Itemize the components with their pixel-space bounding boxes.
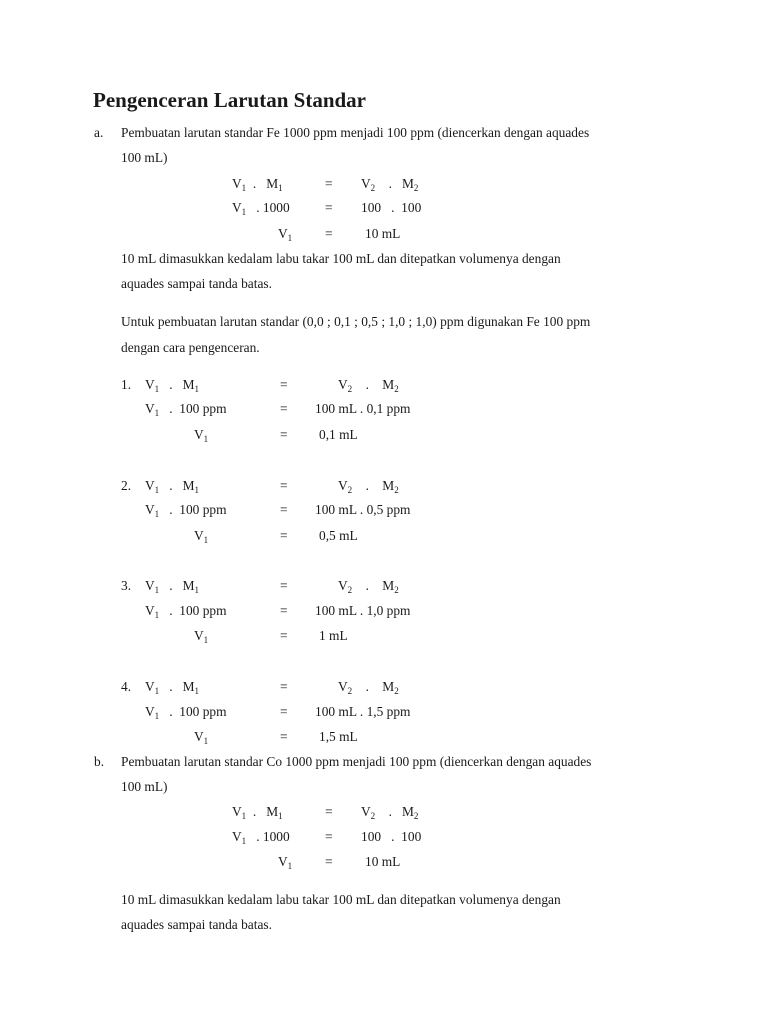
item-2-number: 2. xyxy=(121,478,132,493)
section-b-note2: aquades sampai tanda batas. xyxy=(121,917,272,932)
item-2-r3-rhs: 0,5 mL xyxy=(319,528,358,543)
eq-b-r3-rhs: 10 mL xyxy=(365,854,401,869)
eq-a-r3-eq: = xyxy=(325,226,333,241)
item-1-r2-rhs: 100 mL . 0,1 ppm xyxy=(315,401,411,416)
eq-a-r3-lhs: $V_1$ xyxy=(278,226,293,243)
eq-a-r2-rhs: 100 . 100 xyxy=(361,200,422,215)
eq-a-r1-rhs: $V_2$ . $M_2$ xyxy=(361,176,419,193)
section-b-line1: Pembuatan larutan standar Co 1000 ppm menjadi 100 ppm (diencerkan dengan aquades xyxy=(121,754,592,769)
item-2-r1-rhs: $V_2$ . $M_2$ xyxy=(338,478,399,495)
item-4-r3-eq: = xyxy=(280,729,288,744)
item-2-r1-lhs: $V_1$ . $M_1$ xyxy=(145,478,200,495)
eq-a-r1-eq: = xyxy=(325,176,333,191)
section-a-marker: a. xyxy=(94,125,104,140)
item-4-number: 4. xyxy=(121,679,132,694)
item-2-r2-rhs: 100 mL . 0,5 ppm xyxy=(315,502,411,517)
item-2-r2-eq: = xyxy=(280,502,288,517)
item-4-r1-eq: = xyxy=(280,679,288,694)
item-2-r2-lhs: $V_1$ . 100 ppm xyxy=(145,502,227,519)
item-4-r2-rhs: 100 mL . 1,5 ppm xyxy=(315,704,411,719)
page-title: Pengenceran Larutan Standar xyxy=(93,88,366,112)
item-4-r3-lhs: $V_1$ xyxy=(194,729,209,746)
eq-b-r1-lhs: $V_1$ . $M_1$ xyxy=(232,804,283,821)
section-a-para1: Untuk pembuatan larutan standar (0,0 ; 0,1 ; 0,5 ; 1,0 ; 1,0) ppm digunakan Fe 100 ppm xyxy=(121,314,591,329)
section-b-line2: 100 mL) xyxy=(121,779,168,794)
item-3-r3-eq: = xyxy=(280,628,288,643)
item-1-number: 1. xyxy=(121,377,132,392)
eq-b-r1-eq: = xyxy=(325,804,333,819)
item-4-r2-eq: = xyxy=(280,704,288,719)
section-b-marker: b. xyxy=(94,754,105,769)
item-3-r1-lhs: $V_1$ . $M_1$ xyxy=(145,578,200,595)
eq-b-r2-lhs: $V_1$ . 1000 xyxy=(232,829,290,846)
section-a-note2: aquades sampai tanda batas. xyxy=(121,276,272,291)
eq-b-r1-rhs: $V_2$ . $M_2$ xyxy=(361,804,419,821)
item-3-r3-lhs: $V_1$ xyxy=(194,628,209,645)
item-1-r3-lhs: $V_1$ xyxy=(194,427,209,444)
item-1-r1-rhs: $V_2$ . $M_2$ xyxy=(338,377,399,394)
eq-a-r2-lhs: $V_1$ . 1000 xyxy=(232,200,290,217)
item-1-r3-rhs: 0,1 mL xyxy=(319,427,358,442)
section-a-line1: Pembuatan larutan standar Fe 1000 ppm menjadi 100 ppm (diencerkan dengan aquades xyxy=(121,125,590,140)
item-3-r1-rhs: $V_2$ . $M_2$ xyxy=(338,578,399,595)
item-1-r3-eq: = xyxy=(280,427,288,442)
item-1-r2-eq: = xyxy=(280,401,288,416)
section-a-line2: 100 mL) xyxy=(121,150,168,165)
item-4-r1-lhs: $V_1$ . $M_1$ xyxy=(145,679,200,696)
eq-b-r3-eq: = xyxy=(325,854,333,869)
eq-a-r3-rhs: 10 mL xyxy=(365,226,401,241)
eq-b-r3-lhs: $V_1$ xyxy=(278,854,293,871)
eq-a-r2-eq: = xyxy=(325,200,333,215)
eq-a-r1-lhs: $V_1$ . $M_1$ xyxy=(232,176,283,193)
item-4-r3-rhs: 1,5 mL xyxy=(319,729,358,744)
item-3-r2-lhs: $V_1$ . 100 ppm xyxy=(145,603,227,620)
item-1-r1-eq: = xyxy=(280,377,288,392)
item-1-r1-lhs: $V_1$ . $M_1$ xyxy=(145,377,200,394)
item-2-r3-eq: = xyxy=(280,528,288,543)
section-a-para2: dengan cara pengenceran. xyxy=(121,340,260,355)
item-3-number: 3. xyxy=(121,578,132,593)
eq-b-r2-eq: = xyxy=(325,829,333,844)
item-3-r1-eq: = xyxy=(280,578,288,593)
item-2-r1-eq: = xyxy=(280,478,288,493)
item-3-r2-eq: = xyxy=(280,603,288,618)
item-3-r2-rhs: 100 mL . 1,0 ppm xyxy=(315,603,411,618)
eq-b-r2-rhs: 100 . 100 xyxy=(361,829,422,844)
item-4-r2-lhs: $V_1$ . 100 ppm xyxy=(145,704,227,721)
item-4-r1-rhs: $V_2$ . $M_2$ xyxy=(338,679,399,696)
item-1-r2-lhs: $V_1$ . 100 ppm xyxy=(145,401,227,418)
item-3-r3-rhs: 1 mL xyxy=(319,628,348,643)
section-a-note1: 10 mL dimasukkan kedalam labu takar 100 mL dan ditepatkan volumenya dengan xyxy=(121,251,561,266)
item-2-r3-lhs: $V_1$ xyxy=(194,528,209,545)
section-b-note1: 10 mL dimasukkan kedalam labu takar 100 mL dan ditepatkan volumenya dengan xyxy=(121,892,561,907)
